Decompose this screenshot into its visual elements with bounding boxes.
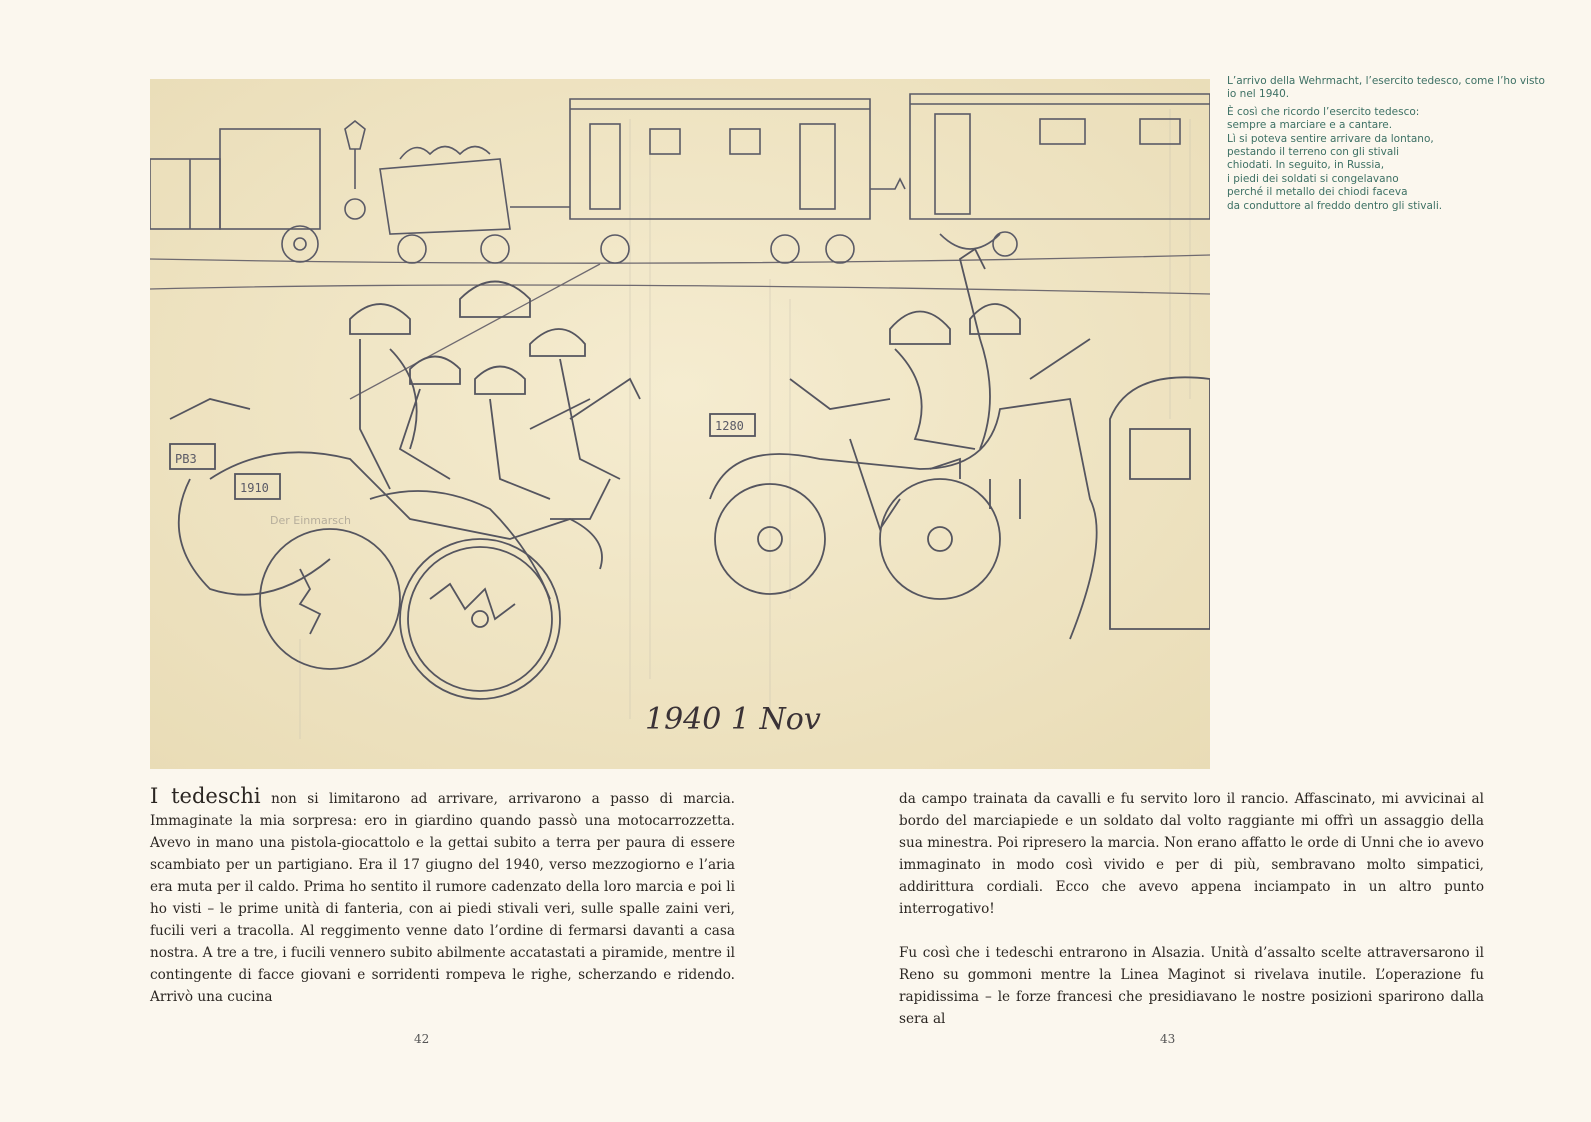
- page-number-left: 42: [414, 1032, 430, 1046]
- page-number-right: 43: [1160, 1032, 1176, 1046]
- right-page-text: [899, 788, 1484, 1030]
- right-paragraph-1: da campo trainata da cavalli e fu servito loro il rancio. Affascinato, mi avvicinai al bordo del marciapiede e un soldato dal volto raggiante mi offrì un assaggio della sua minestra. Poi ripresero la marcia. Non erano affatto le orde di Unni che io avevo immaginato in modo così vivido e per di più, sembravano molto simpatici, addirittura cordiali. Ecco che avevo appena inciampato in un altro punto interrogativo!: [899, 791, 1484, 917]
- plate-label-1: PB3: [175, 452, 197, 466]
- faint-printed-text: Der Einmarsch: [270, 514, 351, 527]
- left-page-text: [150, 785, 735, 1008]
- handwritten-date: 1940 1 Nov: [645, 702, 821, 737]
- figure-caption: [1227, 75, 1557, 217]
- lead-words: I tedeschi: [150, 784, 261, 808]
- plate-label-2: 1910: [240, 481, 269, 495]
- plate-label-3: 1280: [715, 419, 744, 433]
- pencil-drawing-illustration: [150, 79, 1210, 769]
- right-paragraph-2: Fu così che i tedeschi entrarono in Alsazia. Unità d’assalto scelte attraversarono il Reno su gommoni mentre la Linea Maginot si rivelava inutile. L’operazione fu rapidissima – le forze francesi che presidiavano le nostre posizioni sparirono dalla sera al: [899, 945, 1484, 1027]
- drawing-svg: [150, 79, 1210, 769]
- caption-title: L’arrivo della Wehrmacht, l’esercito tedesco, come l’ho visto io nel 1940.: [1227, 75, 1545, 101]
- left-paragraph: [150, 785, 735, 1008]
- left-paragraph-body: non si limitarono ad arrivare, arrivarono a passo di marcia. Immaginate la mia sorpresa: ero in giardino quando passò una motocarrozzetta. Avevo in mano una pistola-giocattolo e la gettai subito a terra per paura di essere scambiato per un partigiano. Era il 17 giugno del 1940, verso mezzogiorno e l’aria era muta per il caldo. Prima ho sentito il rumore cadenzato della loro marcia e poi li ho visti – le prime unità di fanteria, con ai piedi stivali veri, sulle spalle zaini veri, fucili veri a tracolla. Al reggimento venne dato l’ordine di fermarsi davanti a casa nostra. A tre a tre, i fucili vennero subito abilmente accatastati a piramide, mentre il contingente di facce giovani e sorridenti rompeva le righe, scherzando e ridendo. Arrivò una cucina: [150, 791, 735, 1005]
- caption-body: È così che ricordo l’esercito tedesco: sempre a marciare e a cantare. Lì si poteva sentire arrivare da lontano, pestando il terreno con gli stivali chiodati. In seguito, in Russia, i piedi dei soldati si congelavano perché il metallo dei chiodi faceva da conduttore al freddo dentro gli stivali.: [1227, 105, 1443, 212]
